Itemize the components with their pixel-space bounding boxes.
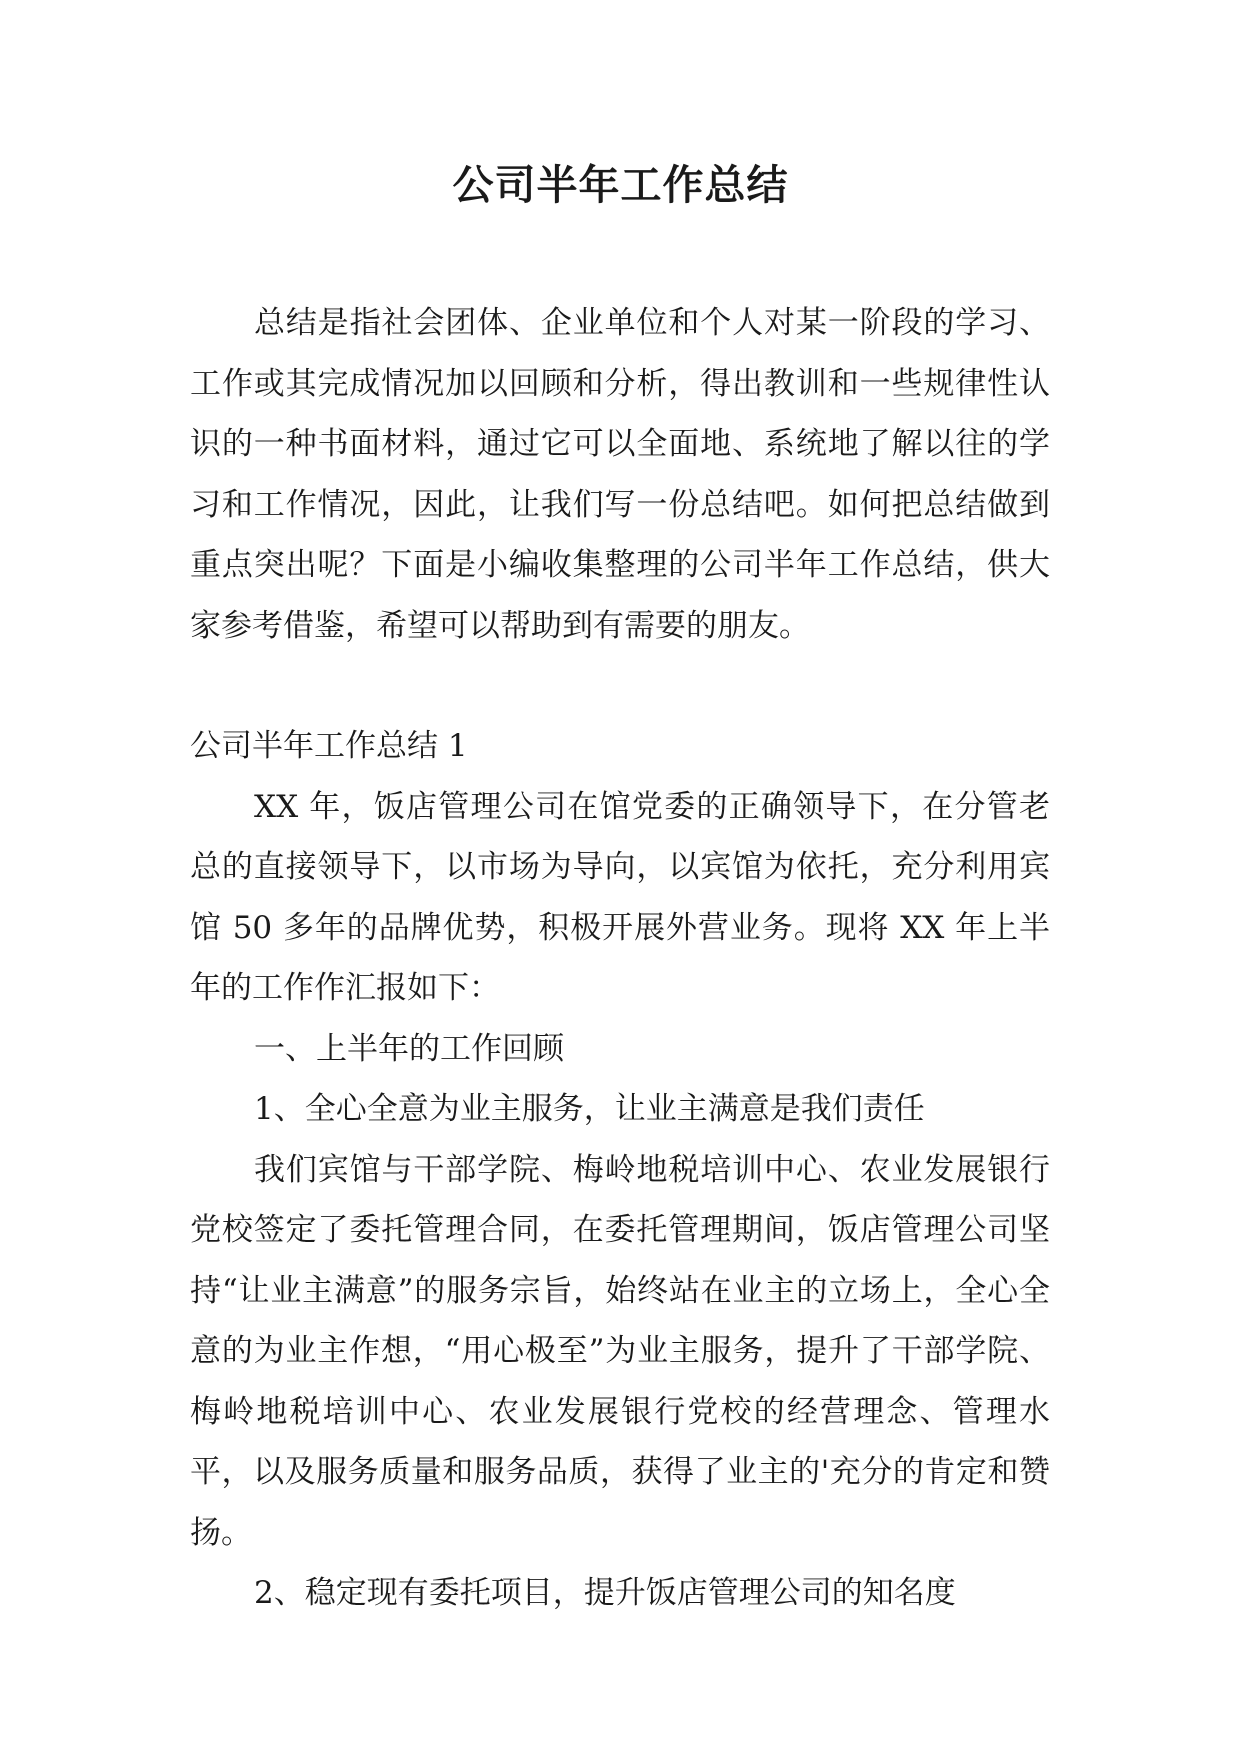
subheading-1: 1、全心全意为业主服务，让业主满意是我们责任 [254,1091,925,1127]
document-body [190,293,1050,1624]
document-title: 公司半年工作总结 [452,161,789,209]
section-title: 公司半年工作总结 1 [190,728,468,764]
intro-paragraph: 总结是指社会团体、企业单位和个人对某一阶段的学习、工作或其完成情况加以回顾和分析，得出教训和一些规律性认识的一种书面材料，通过它可以全面地、系统地了解以往的学习和工作情况，因此，让我们写一份总结吧。如何把总结做到重点突出呢？下面是小编收集整理的公司半年工作总结，供大家参考借鉴，希望可以帮助到有需要的朋友。 [190,305,1050,644]
subheading-2: 2、稳定现有委托项目，提升饭店管理公司的知名度 [254,1575,956,1611]
body-paragraph-2: 我们宾馆与干部学院、梅岭地税培训中心、农业发展银行党校签定了委托管理合同，在委托管理期间，饭店管理公司坚持“让业主满意”的服务宗旨，始终站在业主的立场上，全心全意的为业主作想，“用心极至”为业主服务，提升了干部学院、梅岭地税培训中心、农业发展银行党校的经营理念、管理水平，以及服务质量和服务品质，获得了业主的'充分的肯定和赞扬。 [190,1151,1050,1551]
body-paragraph-1: XX 年，饭店管理公司在馆党委的正确领导下，在分管老总的直接领导下，以市场为导向，以宾馆为依托，充分利用宾馆 50 多年的品牌优势，积极开展外营业务。现将 XX 年上半年的工作作汇报如下： [190,788,1050,1006]
section-heading-review: 一、上半年的工作回顾 [254,1030,564,1067]
